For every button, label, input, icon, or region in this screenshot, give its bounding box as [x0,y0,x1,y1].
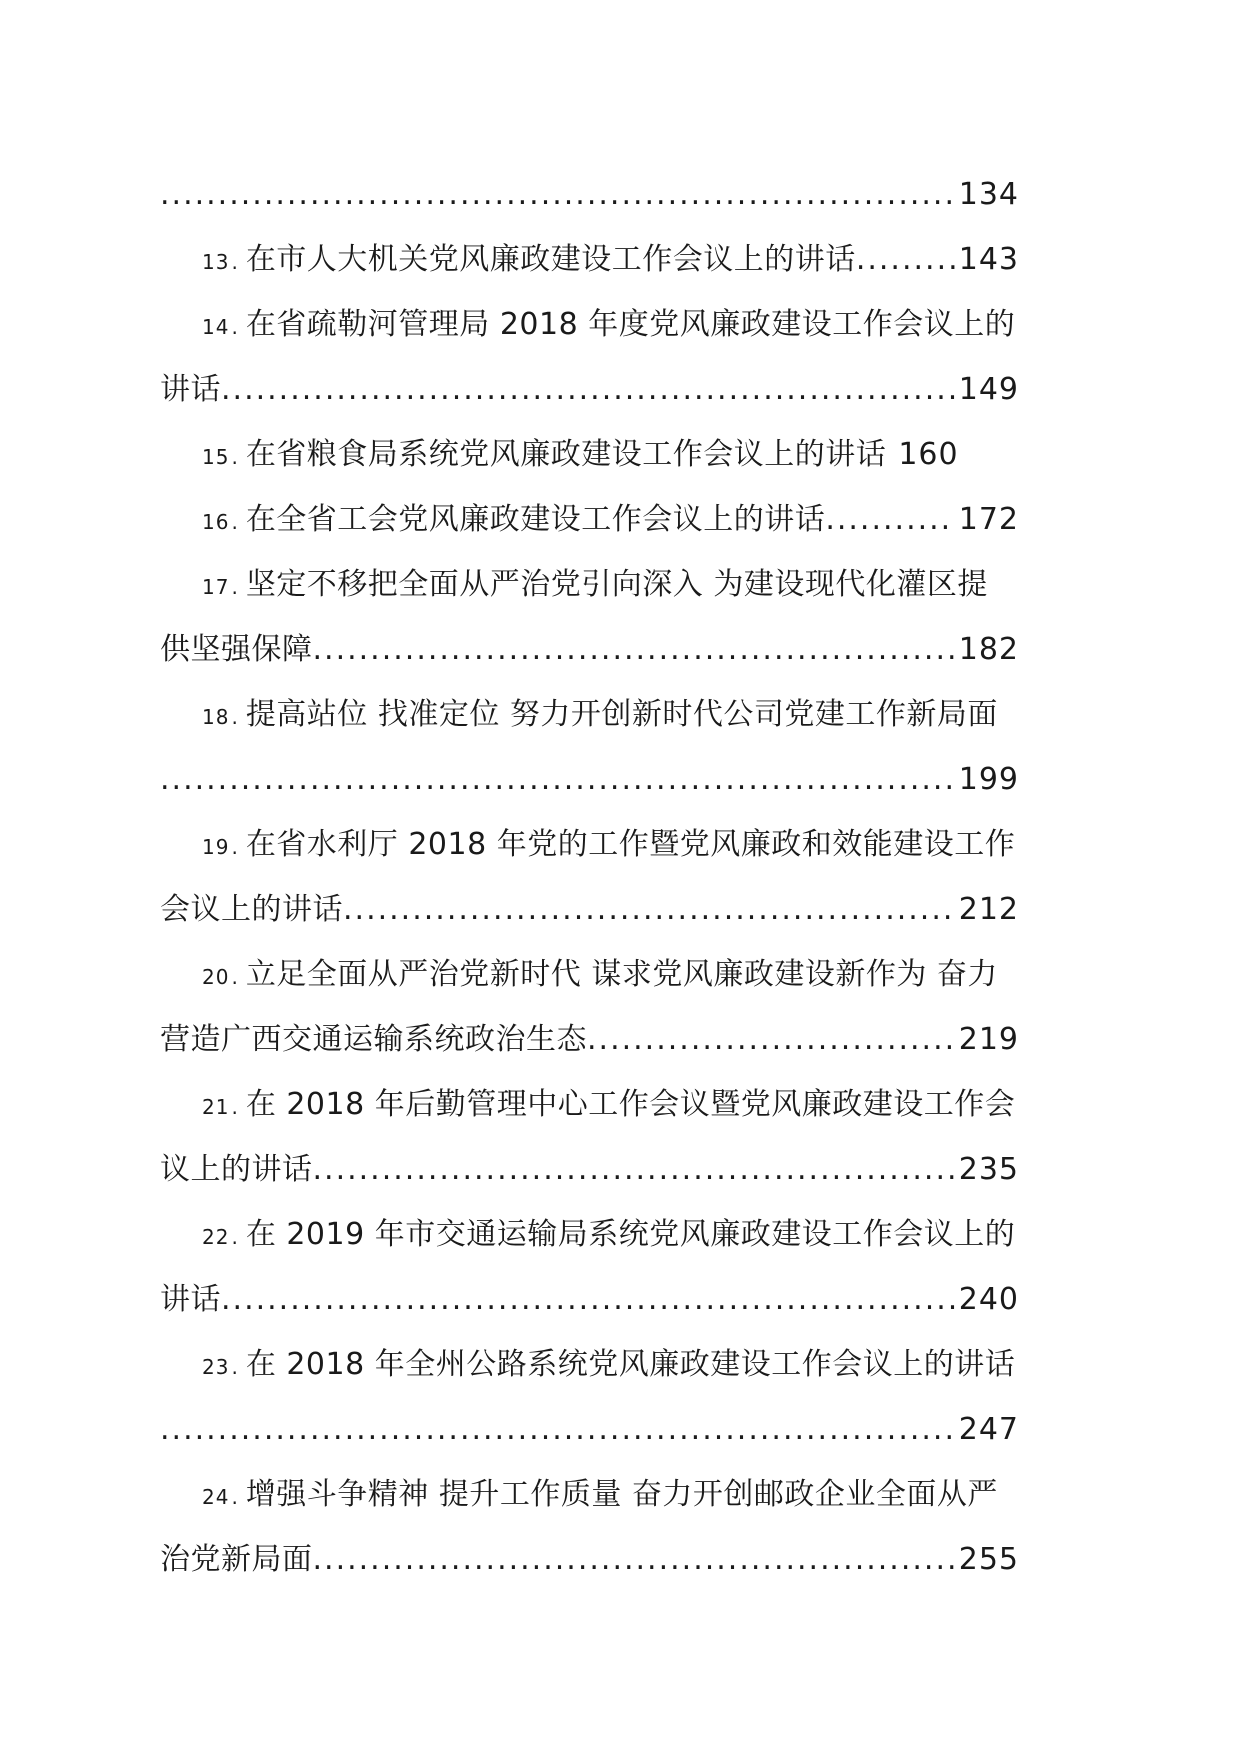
toc-entry-23[interactable] [160,1332,1100,1397]
toc-entry-separator: . [231,1355,238,1379]
dot-leader [825,487,954,552]
dot-leader [221,1267,955,1332]
toc-entry-number: 23 [202,1355,230,1379]
dot-leader [160,162,955,227]
toc-entry-number: 15 [202,445,230,469]
toc-entry-title[interactable]: 在省粮食局系统党风廉政建设工作会议上的讲话 [245,437,887,472]
toc-entry-24-cont[interactable] [160,1527,1100,1592]
toc-entry-title[interactable]: 在全省工会党风廉政建设工作会议上的讲话 [245,502,826,537]
toc-entry-number: 24 [202,1485,230,1509]
toc-entry-20-cont[interactable] [160,1007,1100,1072]
toc-page-number[interactable]: 199 [958,762,1019,797]
toc-entry-separator: . [231,835,238,859]
toc-entry-20[interactable] [160,942,1100,1007]
toc-entry-15[interactable] [160,422,1100,487]
toc-entry-title[interactable]: 在省水利厅 2018 年党的工作暨党风廉政和效能建设工作 [245,827,1016,862]
toc-entry-title[interactable]: 在市人大机关党风廉政建设工作会议上的讲话 [245,242,856,277]
toc-entry-14[interactable] [160,292,1100,357]
toc-page-number[interactable]: 172 [958,502,1019,537]
toc-entry-24[interactable] [160,1462,1100,1527]
toc-entry-title-cont[interactable]: 讲话 [160,372,221,407]
toc-entry-number: 20 [202,965,230,989]
toc-page-number[interactable]: 212 [958,892,1019,927]
toc-page-number[interactable]: 255 [958,1542,1019,1577]
toc-entry-title[interactable]: 在 2018 年后勤管理中心工作会议暨党风廉政建设工作会 [245,1087,1016,1122]
toc-entry-18[interactable] [160,682,1100,747]
toc-entry-14-cont[interactable] [160,357,1100,422]
toc-entry-number: 18 [202,705,230,729]
toc-page-number[interactable]: 240 [958,1282,1019,1317]
toc-entry-title-cont[interactable]: 讲话 [160,1282,221,1317]
toc-entry-separator: . [231,1225,238,1249]
toc-entry-23-cont[interactable] [160,1397,1100,1462]
dot-leader [343,877,955,942]
toc-entry-19-cont[interactable] [160,877,1100,942]
toc-entry-21-cont[interactable] [160,1137,1100,1202]
toc-entry-22[interactable] [160,1202,1100,1267]
toc-entry-title[interactable]: 立足全面从严治党新时代 谋求党风廉政建设新作为 奋力 [245,957,998,992]
toc-entry-number: 16 [202,510,230,534]
dot-leader [313,1527,955,1592]
toc-entry-separator: . [231,705,238,729]
toc-entry-title-cont[interactable]: 治党新局面 [160,1542,313,1577]
dot-leader [160,1397,955,1462]
toc-entry-number: 22 [202,1225,230,1249]
toc-entry-number: 14 [202,315,230,339]
toc-page-number[interactable]: 160 [898,437,959,472]
toc-entry-22-cont[interactable] [160,1267,1100,1332]
toc-entry-title-cont[interactable]: 议上的讲话 [160,1152,313,1187]
toc-entry-title-cont[interactable]: 会议上的讲话 [160,892,343,927]
toc-page-number[interactable]: 235 [958,1152,1019,1187]
dot-leader [587,1007,955,1072]
toc-entry-18-cont[interactable] [160,747,1100,812]
toc-page-number[interactable]: 247 [958,1412,1019,1447]
toc-entry-separator: . [231,575,238,599]
toc-entry-separator: . [231,315,238,339]
toc-entry-17-cont[interactable] [160,617,1100,682]
toc-entry-title-cont[interactable]: 营造广西交通运输系统政治生态 [160,1022,587,1057]
dot-leader [221,357,955,422]
toc-page-number[interactable]: 149 [958,372,1019,407]
toc-page [160,162,1100,1592]
toc-entry-separator: . [231,510,238,534]
toc-entry-separator: . [231,1095,238,1119]
toc-entry-16[interactable] [160,487,1100,552]
toc-entry-number: 13 [202,250,230,274]
dot-leader [160,747,955,812]
toc-entry-title[interactable]: 在 2018 年全州公路系统党风廉政建设工作会议上的讲话 [245,1347,1016,1382]
toc-entry-separator: . [231,965,238,989]
toc-page-number[interactable]: 182 [958,632,1019,667]
toc-entry-separator: . [231,1485,238,1509]
dot-leader [313,1137,955,1202]
toc-entry-number: 17 [202,575,230,599]
toc-entry-21[interactable] [160,1072,1100,1137]
toc-entry-separator: . [231,250,238,274]
toc-page-number[interactable]: 134 [958,177,1019,212]
toc-entry-19[interactable] [160,812,1100,877]
toc-entry-title[interactable]: 在 2019 年市交通运输局系统党风廉政建设工作会议上的 [245,1217,1016,1252]
toc-continuation-line [160,162,1100,227]
toc-entry-separator: . [231,445,238,469]
toc-page-number[interactable]: 143 [958,242,1019,277]
toc-entry-17[interactable] [160,552,1100,617]
dot-leader [313,617,955,682]
toc-page-number[interactable]: 219 [958,1022,1019,1057]
toc-entry-title[interactable]: 在省疏勒河管理局 2018 年度党风廉政建设工作会议上的 [245,307,1016,342]
toc-entry-number: 19 [202,835,230,859]
toc-entry-13[interactable] [160,227,1100,292]
toc-entry-title[interactable]: 坚定不移把全面从严治党引向深入 为建设现代化灌区提 [245,567,988,602]
toc-entry-title-cont[interactable]: 供坚强保障 [160,632,313,667]
dot-leader [856,227,955,292]
toc-entry-title[interactable]: 增强斗争精神 提升工作质量 奋力开创邮政企业全面从严 [245,1477,998,1512]
toc-entry-title[interactable]: 提高站位 找准定位 努力开创新时代公司党建工作新局面 [245,697,998,732]
toc-entry-number: 21 [202,1095,230,1119]
